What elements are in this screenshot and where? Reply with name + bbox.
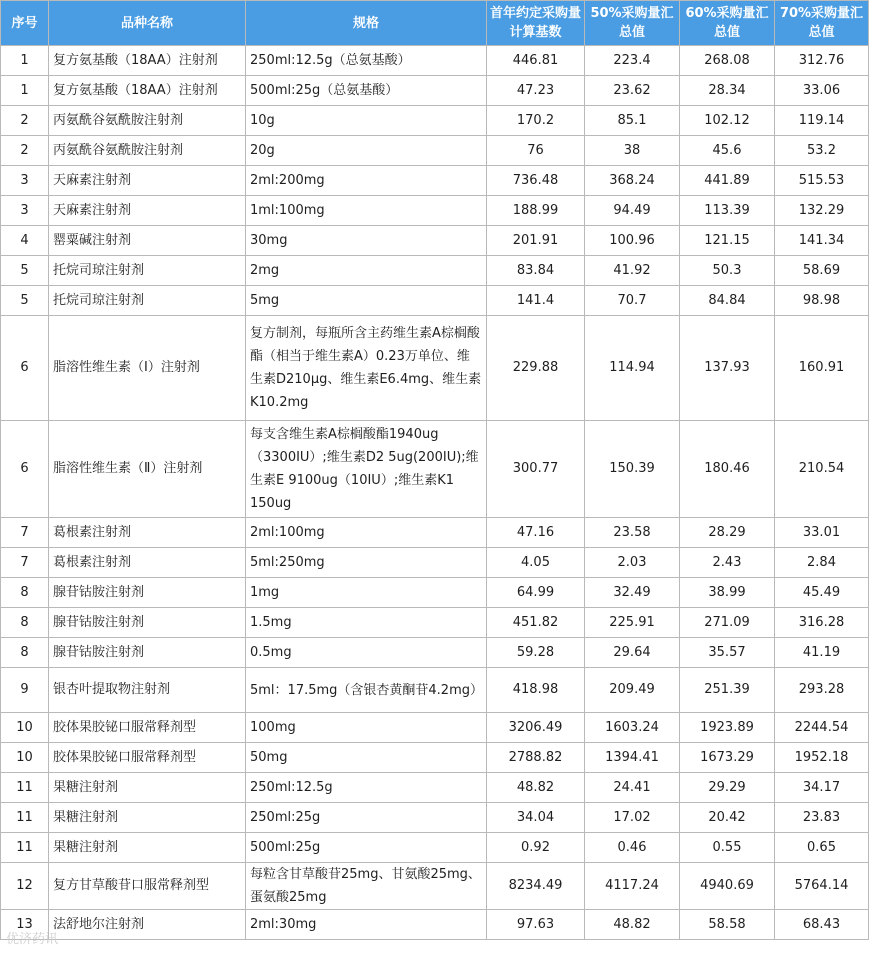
row-p70: 45.49 (775, 578, 869, 608)
row-base: 47.23 (487, 76, 585, 106)
row-p50: 38 (585, 136, 680, 166)
row-p50: 29.64 (585, 638, 680, 668)
row-base: 446.81 (487, 46, 585, 76)
row-p60: 251.39 (680, 668, 775, 713)
row-p70: 41.19 (775, 638, 869, 668)
row-index: 9 (1, 668, 49, 713)
row-p60: 35.57 (680, 638, 775, 668)
row-p60: 58.58 (680, 910, 775, 940)
table-row (1, 421, 869, 518)
row-p50: 223.4 (585, 46, 680, 76)
row-base: 188.99 (487, 196, 585, 226)
row-spec: 5mg (246, 286, 487, 316)
row-name: 果糖注射剂 (49, 773, 246, 803)
table-row (1, 803, 869, 833)
row-index: 3 (1, 166, 49, 196)
row-base: 76 (487, 136, 585, 166)
row-base: 418.98 (487, 668, 585, 713)
table-row (1, 316, 869, 421)
row-p50: 24.41 (585, 773, 680, 803)
row-p60: 28.34 (680, 76, 775, 106)
row-base: 300.77 (487, 421, 585, 518)
row-index: 1 (1, 76, 49, 106)
row-p60: 271.09 (680, 608, 775, 638)
header-p50: 50%采购量汇总值 (585, 1, 680, 46)
table-row (1, 713, 869, 743)
row-index: 13 (1, 910, 49, 940)
row-base: 59.28 (487, 638, 585, 668)
row-name: 腺苷钴胺注射剂 (49, 578, 246, 608)
row-spec: 复方制剂，每瓶所含主药维生素A棕榈酸酯（相当于维生素A）0.23万单位、维生素D210μg、维生素E6.4mg、维生素K10.2mg (246, 316, 487, 421)
row-p50: 32.49 (585, 578, 680, 608)
row-spec: 5ml:250mg (246, 548, 487, 578)
row-p70: 293.28 (775, 668, 869, 713)
row-spec: 500ml:25g（总氨基酸） (246, 76, 487, 106)
row-name: 托烷司琼注射剂 (49, 256, 246, 286)
row-spec: 20g (246, 136, 487, 166)
row-p50: 100.96 (585, 226, 680, 256)
row-p60: 268.08 (680, 46, 775, 76)
row-base: 736.48 (487, 166, 585, 196)
row-p50: 48.82 (585, 910, 680, 940)
row-p60: 137.93 (680, 316, 775, 421)
row-p70: 2244.54 (775, 713, 869, 743)
row-p50: 150.39 (585, 421, 680, 518)
table-row (1, 196, 869, 226)
row-p50: 4117.24 (585, 863, 680, 910)
row-index: 3 (1, 196, 49, 226)
row-p70: 141.34 (775, 226, 869, 256)
table-row (1, 863, 869, 910)
table-row (1, 256, 869, 286)
header-spec: 规格 (246, 1, 487, 46)
row-base: 83.84 (487, 256, 585, 286)
row-p50: 2.03 (585, 548, 680, 578)
row-index: 7 (1, 518, 49, 548)
row-p60: 1673.29 (680, 743, 775, 773)
header-index: 序号 (1, 1, 49, 46)
row-name: 胶体果胶铋口服常释剂型 (49, 743, 246, 773)
row-p70: 1952.18 (775, 743, 869, 773)
row-spec: 每粒含甘草酸苷25mg、甘氨酸25mg、蛋氨酸25mg (246, 863, 487, 910)
row-spec: 2ml:200mg (246, 166, 487, 196)
row-p60: 0.55 (680, 833, 775, 863)
row-p70: 33.01 (775, 518, 869, 548)
row-name: 天麻素注射剂 (49, 196, 246, 226)
row-spec: 250ml:25g (246, 803, 487, 833)
row-index: 1 (1, 46, 49, 76)
row-p60: 45.6 (680, 136, 775, 166)
row-name: 托烷司琼注射剂 (49, 286, 246, 316)
row-name: 腺苷钴胺注射剂 (49, 608, 246, 638)
row-spec: 2ml:30mg (246, 910, 487, 940)
row-index: 8 (1, 638, 49, 668)
row-index: 5 (1, 256, 49, 286)
row-name: 胶体果胶铋口服常释剂型 (49, 713, 246, 743)
row-p50: 94.49 (585, 196, 680, 226)
row-index: 12 (1, 863, 49, 910)
row-spec: 每支含维生素A棕榈酸酯1940ug（3300IU）;维生素D2 5ug(200IU);维生素E 9100ug（10IU）;维生素K1 150ug (246, 421, 487, 518)
table-row (1, 106, 869, 136)
row-p70: 0.65 (775, 833, 869, 863)
row-spec: 2ml:100mg (246, 518, 487, 548)
row-name: 银杏叶提取物注射剂 (49, 668, 246, 713)
row-p50: 17.02 (585, 803, 680, 833)
row-name: 丙氨酰谷氨酰胺注射剂 (49, 136, 246, 166)
watermark: 优济药讯 (6, 932, 59, 947)
row-p50: 23.62 (585, 76, 680, 106)
row-spec: 50mg (246, 743, 487, 773)
row-index: 11 (1, 833, 49, 863)
row-name: 罂粟碱注射剂 (49, 226, 246, 256)
row-spec: 250ml:12.5g（总氨基酸） (246, 46, 487, 76)
row-name: 葛根素注射剂 (49, 548, 246, 578)
row-p70: 210.54 (775, 421, 869, 518)
row-p60: 2.43 (680, 548, 775, 578)
row-index: 4 (1, 226, 49, 256)
row-name: 果糖注射剂 (49, 833, 246, 863)
row-p70: 316.28 (775, 608, 869, 638)
row-index: 6 (1, 316, 49, 421)
row-p50: 70.7 (585, 286, 680, 316)
table-row (1, 608, 869, 638)
row-index: 8 (1, 578, 49, 608)
row-p50: 41.92 (585, 256, 680, 286)
row-name: 葛根素注射剂 (49, 518, 246, 548)
row-p70: 160.91 (775, 316, 869, 421)
row-p70: 2.84 (775, 548, 869, 578)
row-base: 34.04 (487, 803, 585, 833)
row-p50: 1603.24 (585, 713, 680, 743)
row-spec: 100mg (246, 713, 487, 743)
row-p60: 50.3 (680, 256, 775, 286)
row-name: 复方甘草酸苷口服常释剂型 (49, 863, 246, 910)
row-base: 48.82 (487, 773, 585, 803)
table-row (1, 833, 869, 863)
row-base: 170.2 (487, 106, 585, 136)
row-p50: 23.58 (585, 518, 680, 548)
row-index: 10 (1, 743, 49, 773)
row-index: 6 (1, 421, 49, 518)
table-row (1, 286, 869, 316)
row-p70: 53.2 (775, 136, 869, 166)
row-p50: 114.94 (585, 316, 680, 421)
header-row (1, 1, 869, 46)
row-spec: 10g (246, 106, 487, 136)
row-p60: 29.29 (680, 773, 775, 803)
row-name: 复方氨基酸（18AA）注射剂 (49, 46, 246, 76)
row-p60: 38.99 (680, 578, 775, 608)
row-index: 2 (1, 136, 49, 166)
row-name: 果糖注射剂 (49, 803, 246, 833)
row-base: 3206.49 (487, 713, 585, 743)
header-base: 首年约定采购量计算基数 (487, 1, 585, 46)
row-index: 11 (1, 773, 49, 803)
row-p50: 1394.41 (585, 743, 680, 773)
row-base: 8234.49 (487, 863, 585, 910)
table-row (1, 76, 869, 106)
row-index: 2 (1, 106, 49, 136)
row-p60: 1923.89 (680, 713, 775, 743)
row-name: 丙氨酰谷氨酰胺注射剂 (49, 106, 246, 136)
row-spec: 0.5mg (246, 638, 487, 668)
row-base: 141.4 (487, 286, 585, 316)
table-row (1, 578, 869, 608)
row-p70: 312.76 (775, 46, 869, 76)
row-spec: 2mg (246, 256, 487, 286)
row-p50: 368.24 (585, 166, 680, 196)
header-name: 品种名称 (49, 1, 246, 46)
row-p60: 441.89 (680, 166, 775, 196)
row-spec: 250ml:12.5g (246, 773, 487, 803)
row-p50: 225.91 (585, 608, 680, 638)
row-p60: 180.46 (680, 421, 775, 518)
row-name: 法舒地尔注射剂 (49, 910, 246, 940)
row-spec: 5ml：17.5mg（含银杏黄酮苷4.2mg） (246, 668, 487, 713)
row-base: 4.05 (487, 548, 585, 578)
table-row (1, 166, 869, 196)
table-row (1, 46, 869, 76)
header-p60: 60%采购量汇总值 (680, 1, 775, 46)
row-base: 97.63 (487, 910, 585, 940)
row-p50: 85.1 (585, 106, 680, 136)
row-p70: 68.43 (775, 910, 869, 940)
row-spec: 1ml:100mg (246, 196, 487, 226)
row-p70: 515.53 (775, 166, 869, 196)
row-index: 5 (1, 286, 49, 316)
table-row (1, 518, 869, 548)
row-spec: 1.5mg (246, 608, 487, 638)
row-base: 0.92 (487, 833, 585, 863)
row-index: 10 (1, 713, 49, 743)
row-p70: 132.29 (775, 196, 869, 226)
header-p70: 70%采购量汇总值 (775, 1, 869, 46)
row-p60: 4940.69 (680, 863, 775, 910)
row-p60: 84.84 (680, 286, 775, 316)
table-row (1, 668, 869, 713)
row-spec: 1mg (246, 578, 487, 608)
row-p50: 0.46 (585, 833, 680, 863)
row-p70: 34.17 (775, 773, 869, 803)
row-p70: 58.69 (775, 256, 869, 286)
table-row (1, 136, 869, 166)
row-p60: 102.12 (680, 106, 775, 136)
row-spec: 500ml:25g (246, 833, 487, 863)
row-p60: 113.39 (680, 196, 775, 226)
table-body (1, 46, 869, 940)
table-row (1, 226, 869, 256)
row-name: 复方氨基酸（18AA）注射剂 (49, 76, 246, 106)
row-base: 229.88 (487, 316, 585, 421)
row-p70: 98.98 (775, 286, 869, 316)
row-name: 脂溶性维生素（Ⅱ）注射剂 (49, 421, 246, 518)
row-p70: 23.83 (775, 803, 869, 833)
row-spec: 30mg (246, 226, 487, 256)
row-base: 64.99 (487, 578, 585, 608)
row-index: 11 (1, 803, 49, 833)
table-row (1, 638, 869, 668)
row-name: 天麻素注射剂 (49, 166, 246, 196)
row-p60: 28.29 (680, 518, 775, 548)
row-name: 腺苷钴胺注射剂 (49, 638, 246, 668)
row-name: 脂溶性维生素（Ⅰ）注射剂 (49, 316, 246, 421)
row-p70: 33.06 (775, 76, 869, 106)
row-p70: 5764.14 (775, 863, 869, 910)
table-row (1, 910, 869, 940)
row-index: 7 (1, 548, 49, 578)
table-row (1, 773, 869, 803)
row-index: 8 (1, 608, 49, 638)
row-p50: 209.49 (585, 668, 680, 713)
row-base: 2788.82 (487, 743, 585, 773)
table-row (1, 548, 869, 578)
row-base: 47.16 (487, 518, 585, 548)
row-p70: 119.14 (775, 106, 869, 136)
table-row (1, 743, 869, 773)
row-base: 451.82 (487, 608, 585, 638)
row-base: 201.91 (487, 226, 585, 256)
row-p60: 121.15 (680, 226, 775, 256)
row-p60: 20.42 (680, 803, 775, 833)
